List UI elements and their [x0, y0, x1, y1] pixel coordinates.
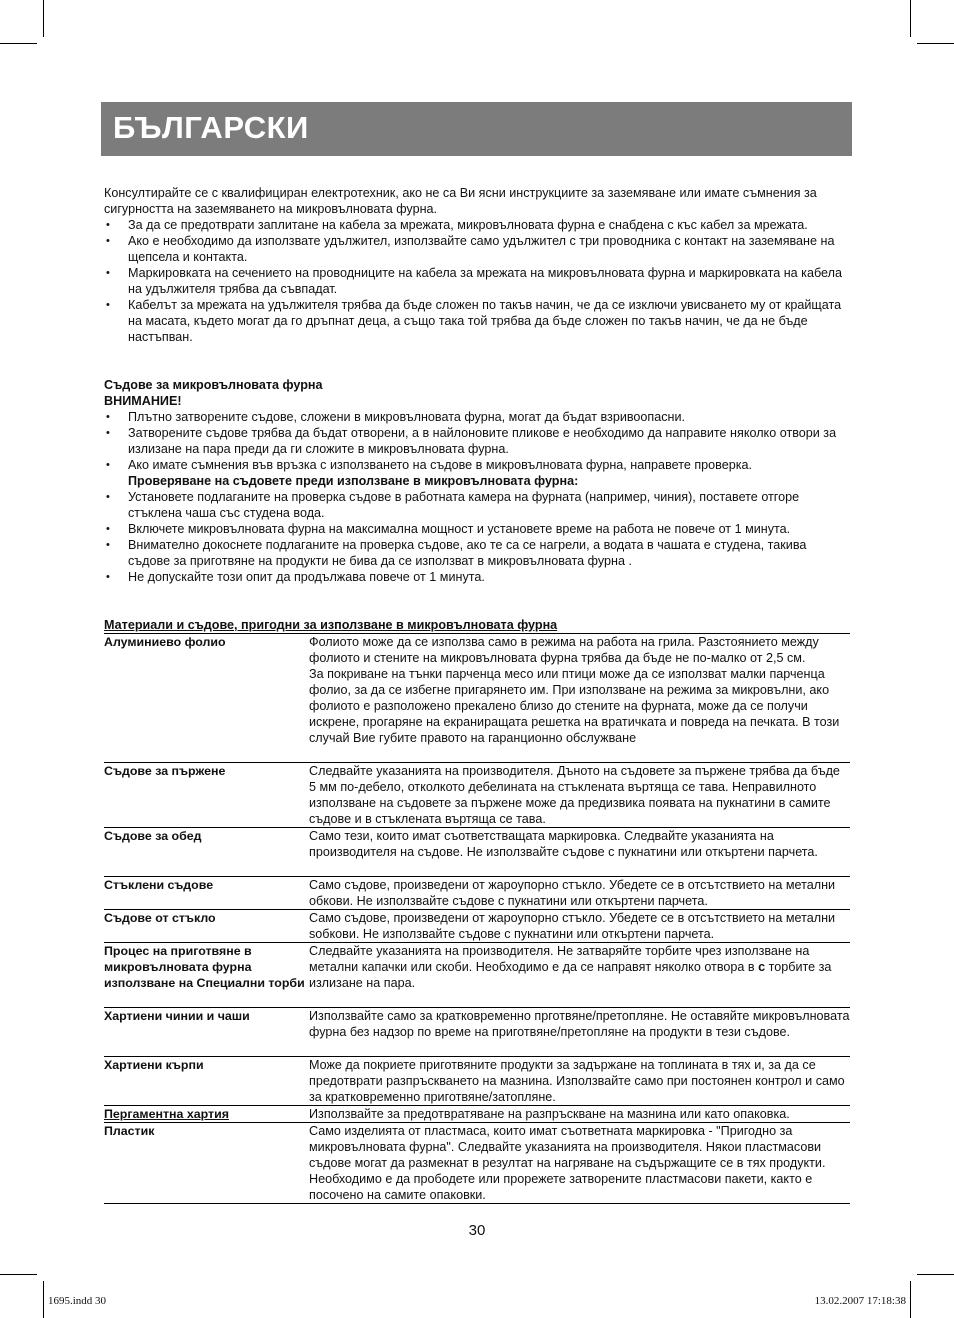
- file-slug: 1695.indd 30: [48, 1295, 107, 1307]
- list-item: • За да се предотврати заплитане на кабела за мрежата, микровълновата фурна е снабдена с къс кабел за мрежата.: [104, 217, 850, 233]
- table-row: [104, 943, 850, 1008]
- page-number: 30: [468, 1222, 486, 1239]
- row-label: Пергаментна хартия: [104, 1107, 229, 1121]
- materials-table: [104, 617, 850, 1204]
- crop-mark: [0, 43, 37, 44]
- table-row: [104, 1123, 850, 1204]
- list-item: • Установете подлаганите на проверка съдове в работната камера на фурната (например, чиния), поставете отгоре стъклена чаша със студена вода.: [104, 489, 850, 521]
- row-label: Алуминиево фолио: [104, 635, 226, 649]
- table-row: [104, 1057, 850, 1106]
- row-text-part: торбите за излизане на пара.: [309, 960, 832, 990]
- list-item: • Затворените съдове трябва да бъдат отворени, а в найлоновите пликове е необходимо да направите няколко отвори за излизане на пара преди да ги сложите в микровълновата фурна.: [104, 425, 850, 457]
- page-title: БЪЛГАРСКИ: [113, 110, 309, 145]
- row-label: Хартиени чинии и чаши: [104, 1009, 250, 1023]
- crop-mark: [0, 1274, 37, 1275]
- row-label: Пластик: [104, 1124, 155, 1138]
- table-row: [104, 877, 850, 910]
- row-label: Съдове от стъкло: [104, 911, 216, 925]
- list-item: • Маркировката на сечението на проводниците на кабела за мрежата на микровълновата фурна и маркировката на кабела на удължителя трябва да съвпадат.: [104, 265, 850, 297]
- row-label: Процес на приготвяне в микровълновата фурна използване на Специални торби: [104, 944, 305, 990]
- check-heading: Проверяване на съдовете преди използване в микровълновата фурна:: [128, 474, 579, 488]
- crop-mark: [917, 43, 954, 44]
- row-text: Само изделията от пластмаса, които имат съответната маркировка - "Пригодно за микровълновата фурна". Следвайте указанията на производителя. Някои пластмасови съдове могат да размекнат в резултат на нагряване на съдържащите се в тях продукти. Необходимо е да прободете или прорежете затворените пластмасови пакети, както е посочено на самите опаковки.: [309, 1124, 826, 1202]
- crop-mark: [43, 0, 44, 37]
- table-row: [104, 828, 850, 877]
- row-text: Може да покриете приготвяните продукти за задържане на топлината в тях и, за да се предотврати разпръскването на мазнина. Използвайте само при постоянен контрол и само за кратковременно приготвяне/затопляне.: [309, 1058, 845, 1104]
- table-title: Материали и съдове, пригодни за използване в микровълновата фурна: [104, 617, 850, 634]
- row-label: Съдове за пържене: [104, 764, 226, 778]
- intro-paragraph: Консултирайте се с квалифициран електротехник, ако не са Ви ясни инструкциите за заземяване или имате съмнения за сигурността на заземяването на микровълновата фурна.: [104, 186, 817, 216]
- list-item: • Включете микровълновата фурна на максимална мощност и установете време на работа не повече от 1 минута.: [104, 521, 850, 537]
- table-row: [104, 1008, 850, 1057]
- row-text: [309, 943, 850, 1007]
- header-band: [101, 102, 852, 156]
- row-text: Използвайте за предотвратяване на разпръскване на мазнина или като опаковка.: [309, 1107, 790, 1121]
- row-text: Само съдове, произведени от жароупорно стъкло. Убедете се в отсътствието на метални sобкови. Не използвайте съдове с пукнатини или откъртени парчета.: [309, 911, 836, 941]
- row-text-part: с: [758, 960, 766, 974]
- list-item: [104, 457, 850, 489]
- crop-mark: [917, 1274, 954, 1275]
- table-row: [104, 763, 850, 828]
- crop-mark: [910, 0, 911, 37]
- section-heading: Съдове за микровълновата фурна: [104, 378, 323, 392]
- row-text-part: Следвайте указанията на производителя. Не затваряйте торбите чрез използване на метални капачки или скоби. Необходимо е да се направят няколко отвора в: [309, 944, 810, 974]
- row-text-para: Фолиото може да се използва само в режима на работа на грила. Разстоянието между фолиото и стените на микровълновата фурна трябва да бъде не по-малко от 2,5 см.: [309, 635, 819, 665]
- table-row: [104, 1106, 850, 1123]
- page-content: [104, 185, 850, 1204]
- list-item: • Плътно затворените съдове, сложени в микровълновата фурна, могат да бъдат взривоопасни.: [104, 409, 850, 425]
- row-text-para: За покриване на тънки парченца месо или птици може да се използват малки парченца фолио, за да се избегне пригарянето им. При използване на режима за микровълни, ако фолиото е разположено прекалено близо до стените на фурната, може да се получи искрене, прогаряне на екраниращата решетка на вратичката и повреда на печката. В този случай Вие губите правото на гаранционно обслужване: [309, 667, 840, 745]
- warning-bullet-list: [104, 409, 850, 585]
- row-text: [309, 634, 850, 762]
- crop-mark: [43, 1281, 44, 1318]
- table-row: [104, 634, 850, 763]
- row-text: Само тези, които имат съответстващата маркировка. Следвайте указанията на производителя на съдове. Не използвайте съдове с пукнатини или откъртени парчета.: [309, 829, 818, 859]
- row-label: Стъклени съдове: [104, 878, 214, 892]
- attention-label: ВНИМАНИЕ!: [104, 394, 182, 408]
- row-label: Съдове за обед: [104, 829, 202, 843]
- row-text: Използвайте само за кратковременно прготвяне/претопляне. Не оставяйте микровълновата фурна без надзор по време на приготвяне/претопляне на продукти в тези съдове.: [309, 1009, 850, 1039]
- list-item: • Не допускайте този опит да продължава повече от 1 минута.: [104, 569, 850, 585]
- table-row: [104, 910, 850, 943]
- list-item: • Внимателно докоснете подлаганите на проверка съдове, ако те са се нагрели, а водата в чашата е студена, такива съдове за приготвяне на продукти не бива да се използват в микровълновата фурна .: [104, 537, 850, 569]
- row-text: Само съдове, произведени от жароупорно стъкло. Убедете се в отсътствието на метални обкови. Не използвайте съдове с пукнатини или откъртени парчета.: [309, 878, 836, 908]
- check-text: Ако имате съмнения във връзка с използването на съдове в микровълновата фурна, направете проверка.: [128, 458, 753, 472]
- intro-bullet-list: [104, 217, 850, 345]
- row-label: Хартиени кърпи: [104, 1058, 204, 1072]
- row-text: Следвайте указанията на производителя. Дъното на съдовете за пържене трябва да бъде 5 мм по-дебело, отколкото дебелината на стъклената въртяща се тава. Неправилното използване на съдовете за пържене може да предизвика появата на пукнатини в самите съдове и в стъклената въртяща се тава.: [309, 764, 840, 826]
- list-item: • Ако е необходимо да използвате удължител, използвайте само удължител с три проводника с контакт на заземяване на щепсела и контакта.: [104, 233, 850, 265]
- timestamp-slug: 13.02.2007 17:18:38: [814, 1295, 906, 1307]
- crop-mark: [910, 1281, 911, 1318]
- list-item: • Кабелът за мрежата на удължителя трябва да бъде сложен по такъв начин, че да се изключи увисването му от крайщата на масата, където могат да го дръпнат деца, а също така той трябва да бъде сложен по такъв начин, че да не бъде настъпван.: [104, 297, 850, 345]
